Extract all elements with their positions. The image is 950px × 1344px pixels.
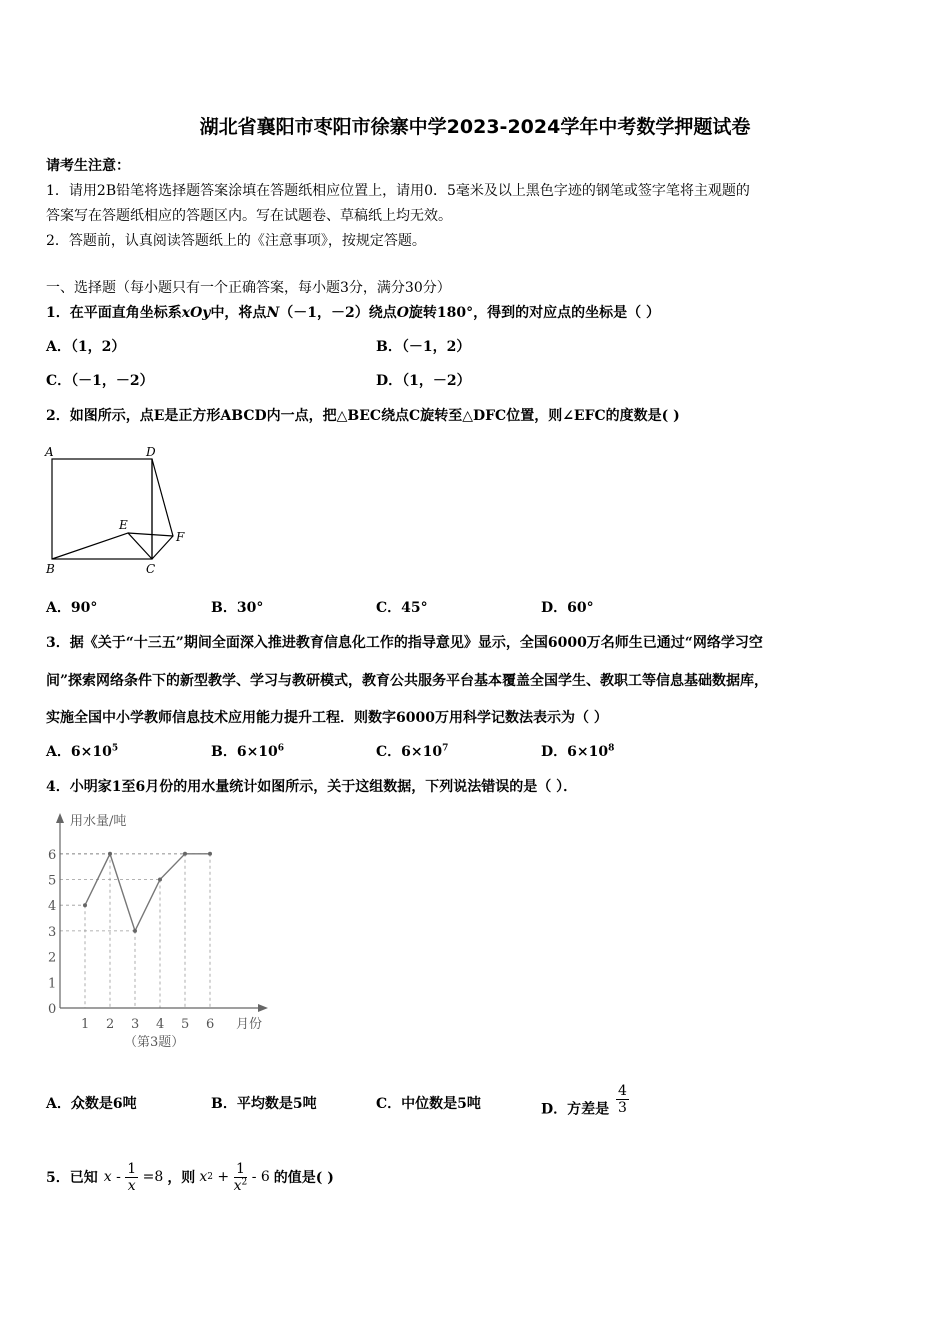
notice-line-2: 答案写在答题纸相应的答题区内。写在试题卷、草稿纸上均无效。: [46, 208, 452, 224]
q2-option-a: A．90°: [46, 600, 98, 616]
q2-option-d: D．60°: [541, 600, 594, 616]
q1-stem: 1．在平面直角坐标系xOy中，将点N（－1，－2）绕点O旋转180°，得到的对应点的坐标是（ ）: [46, 305, 661, 321]
y-tick-label: 5: [48, 873, 57, 889]
q1-option-c: C．（－1，－2）: [46, 373, 154, 389]
y-axis-arrow: [56, 813, 64, 823]
q3-option-a: A．$6\times 10^5$: [46, 743, 119, 760]
x-tick-label: 2: [106, 1017, 115, 1032]
data-point: [208, 852, 212, 856]
chart-series: [83, 852, 212, 933]
data-point: [183, 852, 187, 856]
x-tick-label: 3: [131, 1017, 140, 1032]
data-point: [83, 903, 87, 907]
page-title: 湖北省襄阳市枣阳市徐寨中学2023-2024学年中考数学押题试卷: [199, 116, 751, 138]
q2-option-c: C．45°: [376, 600, 428, 616]
q5-stem: 5．已知 x - $\frac{1}{x}$ =8 ，则 x 2 + $\frac{1}{x^2}$ - 6 的值是( ): [46, 1160, 334, 1194]
label-e: E: [119, 518, 128, 532]
q4-option-d: D．方差是 $\frac{4}{3}$: [541, 1083, 627, 1118]
q3-line-2: 间”探索网络条件下的新型教学、学习与教研模式，教育公共服务平台基本覆盖全国学生、教职工等信息基础数据库，: [46, 673, 769, 689]
label-d: D: [146, 445, 156, 459]
origin-label: 0: [48, 1002, 57, 1017]
q4-water-usage-chart: [40, 805, 280, 1055]
square-abcd: [52, 459, 152, 559]
label-a: A: [45, 445, 54, 459]
y-tick-label: 3: [48, 924, 57, 940]
x-axis-arrow: [258, 1004, 268, 1012]
x-tick-label: 5: [181, 1017, 190, 1032]
notice-heading: 请考生注意：: [46, 158, 130, 174]
segment-ef: [128, 533, 173, 536]
q4-stem: 4．小明家1至6月份的用水量统计如图所示，关于这组数据，下列说法错误的是（ ）．: [46, 779, 578, 795]
q2-stem: 2．如图所示，点E是正方形ABCD内一点，把△BEC绕点C旋转至△DFC位置，则∠EFC的度数是( ): [46, 408, 680, 424]
q4-option-a: A．众数是6吨: [46, 1096, 137, 1112]
label-c: C: [146, 562, 156, 576]
data-point: [158, 878, 162, 882]
q1-option-b: B．（－1，2）: [376, 339, 471, 355]
chart-caption: （第3题）: [124, 1035, 185, 1050]
y-tick-label: 1: [48, 976, 57, 992]
triangle-dfc: [152, 459, 173, 559]
q3-option-d: D．$6\times 10^8$: [541, 743, 615, 760]
section-heading: 一、选择题（每小题只有一个正确答案，每小题3分，满分30分）: [46, 280, 451, 296]
q5-equation-1: x - $\frac{1}{x}$ =8: [103, 1160, 164, 1194]
variance-fraction: $\frac{4}{3}$: [618, 1083, 627, 1116]
label-f: F: [176, 530, 185, 544]
x-tick-label: 1: [81, 1017, 90, 1032]
q2-square-figure: [40, 440, 200, 580]
q3-option-c: C．$6\times 10^7$: [376, 743, 449, 760]
q3-line-1: 3．据《关于“十三五”期间全面深入推进教育信息化工作的指导意见》显示，全国6000万名师生已通过“网络学习空: [46, 635, 763, 651]
data-point: [133, 929, 137, 933]
y-tick-label: 6: [48, 847, 57, 863]
x-tick-label: 4: [156, 1017, 165, 1032]
label-b: B: [46, 562, 55, 576]
q1-option-d: D．（1，－2）: [376, 373, 471, 389]
notice-line-1: 1．请用2B铅笔将选择题答案涂填在答题纸相应位置上，请用0．5毫米及以上黑色字迹的钢笔或签字笔将主观题的: [46, 183, 750, 199]
y-tick-label: 2: [48, 950, 57, 966]
q5-equation-2: x 2 + $\frac{1}{x^2}$ - 6: [199, 1160, 270, 1194]
q2-option-b: B．30°: [211, 600, 264, 616]
y-tick-label: 4: [48, 899, 57, 915]
q4-option-c: C．中位数是5吨: [376, 1096, 481, 1112]
data-point: [108, 852, 112, 856]
triangle-bec: [52, 533, 152, 559]
q1-option-a: A．（1，2）: [46, 339, 126, 355]
chart-guides: [48, 848, 214, 1032]
q3-line-3: 实施全国中小学教师信息技术应用能力提升工程．则数字6000万用科学记数法表示为（ ）: [46, 710, 608, 726]
series-line: [85, 854, 210, 931]
x-axis-label: 月份: [236, 1017, 263, 1032]
q3-option-b: B．$6\times 10^6$: [211, 743, 285, 760]
y-axis-label: 用水量/吨: [70, 814, 127, 829]
notice-line-3: 2．答题前，认真阅读答题纸上的《注意事项》，按规定答题。: [46, 233, 426, 249]
q4-option-b: B．平均数是5吨: [211, 1096, 317, 1112]
x-tick-label: 6: [206, 1017, 215, 1032]
